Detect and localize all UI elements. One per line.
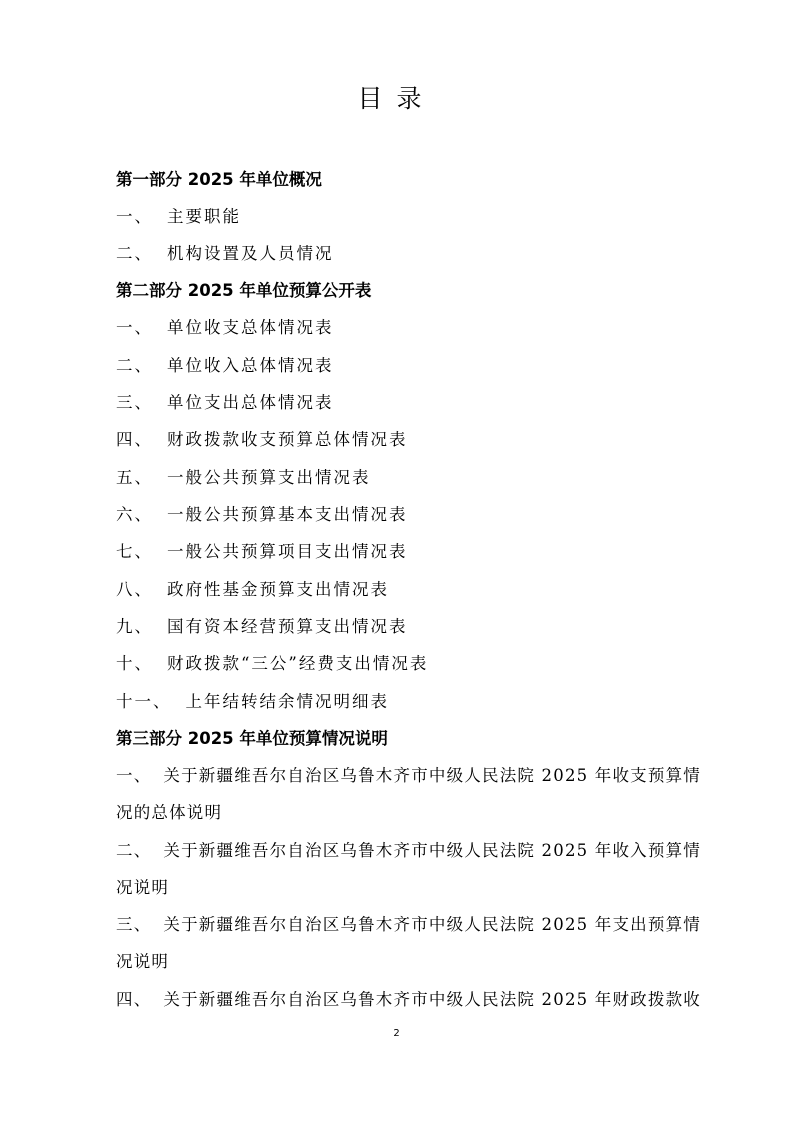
toc-item-number: 二、 xyxy=(116,841,152,860)
toc-item-number: 二、 xyxy=(116,244,153,263)
toc-item-text: 关于新疆维吾尔自治区乌鲁木齐市中级人民法院 2025 年收入预算情 xyxy=(163,841,701,860)
toc-item-text: 一般公共预算基本支出情况表 xyxy=(167,505,408,524)
toc-item-text: 财政拨款收支预算总体情况表 xyxy=(167,430,408,449)
toc-item-number: 五、 xyxy=(116,468,153,487)
toc-item-text: 上年结转结余情况明细表 xyxy=(185,692,389,711)
toc-item xyxy=(116,428,408,452)
toc-item xyxy=(116,316,334,340)
page-number: 2 xyxy=(393,1028,400,1039)
section-1-heading: 第一部分 2025 年单位概况 xyxy=(116,170,322,189)
toc-item-text: 一般公共预算支出情况表 xyxy=(167,468,371,487)
toc-item-text: 主要职能 xyxy=(167,207,241,226)
toc-item-number: 一、 xyxy=(116,207,153,226)
toc-item-text: 关于新疆维吾尔自治区乌鲁木齐市中级人民法院 2025 年财政拨款收 xyxy=(163,990,701,1009)
toc-item xyxy=(116,205,241,229)
toc-item xyxy=(116,839,711,863)
toc-item xyxy=(116,242,334,266)
toc-item-text: 单位收支总体情况表 xyxy=(167,318,334,337)
section-3-heading: 第三部分 2025 年单位预算情况说明 xyxy=(116,729,388,748)
toc-item-number: 六、 xyxy=(116,505,153,524)
toc-item-number: 九、 xyxy=(116,617,153,636)
toc-item-number: 四、 xyxy=(116,990,152,1009)
toc-item-number: 一、 xyxy=(116,766,152,785)
toc-item xyxy=(116,578,389,602)
toc-item-number: 一、 xyxy=(116,318,153,337)
toc-item xyxy=(116,391,334,415)
toc-item-text: 政府性基金预算支出情况表 xyxy=(167,580,389,599)
toc-item xyxy=(116,466,371,490)
toc-item xyxy=(116,764,711,788)
toc-item-text: 单位收入总体情况表 xyxy=(167,356,334,375)
toc-item-number: 十、 xyxy=(116,654,153,673)
toc-item-text: 一般公共预算项目支出情况表 xyxy=(167,542,408,561)
toc-title: 目录 xyxy=(357,84,436,113)
toc-item xyxy=(116,988,711,1012)
toc-item xyxy=(116,615,408,639)
toc-item-continuation: 况说明 xyxy=(116,952,170,971)
toc-item-continuation: 况说明 xyxy=(116,878,170,897)
toc-item-number: 四、 xyxy=(116,430,153,449)
toc-item-number: 十一、 xyxy=(116,692,172,711)
toc-item-text: 关于新疆维吾尔自治区乌鲁木齐市中级人民法院 2025 年收支预算情 xyxy=(163,766,701,785)
toc-item-number: 七、 xyxy=(116,542,153,561)
toc-item xyxy=(116,540,408,564)
toc-item-number: 八、 xyxy=(116,580,153,599)
toc-item-text: 机构设置及人员情况 xyxy=(167,244,334,263)
toc-item-text: 财政拨款“三公”经费支出情况表 xyxy=(167,654,429,673)
section-2-heading: 第二部分 2025 年单位预算公开表 xyxy=(116,281,372,300)
toc-item xyxy=(116,690,389,714)
toc-item xyxy=(116,913,711,937)
toc-item xyxy=(116,503,408,527)
toc-item-number: 三、 xyxy=(116,393,153,412)
toc-item xyxy=(116,354,334,378)
toc-item-continuation: 况的总体说明 xyxy=(116,803,223,822)
toc-item-number: 三、 xyxy=(116,915,152,934)
toc-item-number: 二、 xyxy=(116,356,153,375)
toc-item-text: 国有资本经营预算支出情况表 xyxy=(167,617,408,636)
toc-item-text: 单位支出总体情况表 xyxy=(167,393,334,412)
toc-item-text: 关于新疆维吾尔自治区乌鲁木齐市中级人民法院 2025 年支出预算情 xyxy=(163,915,701,934)
toc-item xyxy=(116,652,428,676)
